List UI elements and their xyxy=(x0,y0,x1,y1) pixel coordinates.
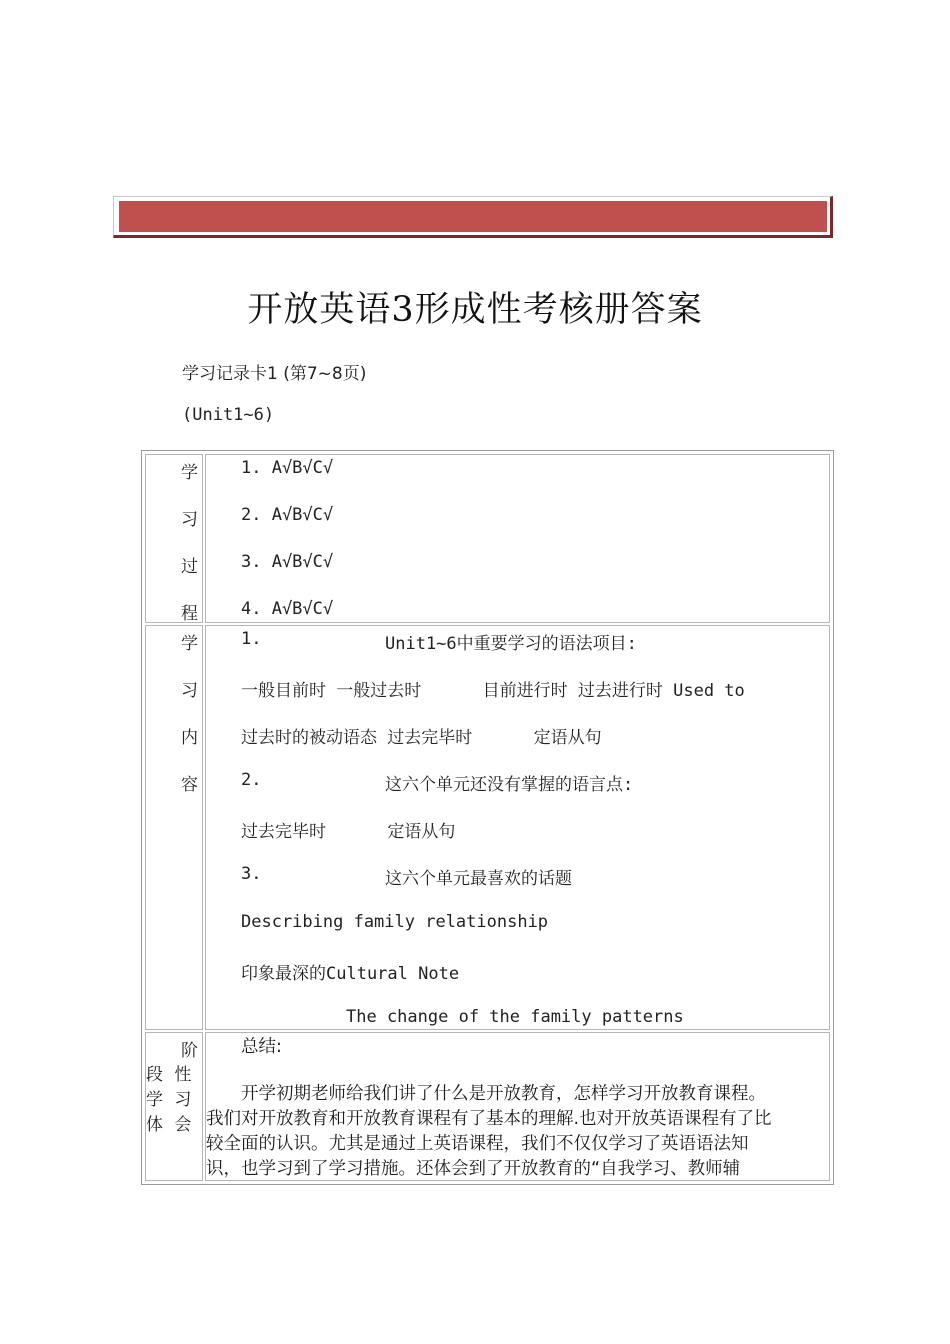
row3-label-line: 体 会 xyxy=(146,1115,192,1135)
row1-label-char: 程 xyxy=(181,604,198,624)
row2-label-char: 习 xyxy=(181,681,198,701)
item3-number: 3. xyxy=(241,864,262,884)
cultural-note-title: The change of the family patterns xyxy=(346,1007,684,1027)
item1-text: Unit1~6中重要学习的语法项目: xyxy=(385,634,637,654)
summary-line: 较全面的认识。尤其是通过上英语课程，我们不仅仅学习了英语语法知 xyxy=(206,1134,749,1154)
answer-line: 3. A√B√C√ xyxy=(241,552,334,572)
row2-label-char: 内 xyxy=(181,728,198,748)
unit-range: (Unit1~6) xyxy=(182,405,275,425)
row1-label-char: 过 xyxy=(181,557,198,577)
row1-label-char: 学 xyxy=(181,463,198,483)
answer-line: 2. A√B√C√ xyxy=(241,505,334,525)
row1-label-char: 习 xyxy=(181,510,198,530)
summary-line: 识，也学习到了学习措施。还体会到了开放教育的“自我学习、教师辅 xyxy=(206,1159,741,1179)
summary-line: 开学初期老师给我们讲了什么是开放教育，怎样学习开放教育课程。 xyxy=(241,1084,766,1104)
header-banner xyxy=(119,201,827,232)
row3-label-line: 学 习 xyxy=(146,1090,192,1110)
document-title: 开放英语3形成性考核册答案 xyxy=(247,290,703,330)
weak-points: 过去完毕时 定语从句 xyxy=(241,822,456,842)
card-heading: 学习记录卡1 (第7~8页) xyxy=(182,364,367,384)
grammar-line-1: 一般目前时 一般过去时 目前进行时 过去进行时 Used to xyxy=(241,681,745,701)
answer-line: 1. A√B√C√ xyxy=(241,458,334,478)
cultural-note-label: 印象最深的Cultural Note xyxy=(241,964,460,984)
answer-line: 4. A√B√C√ xyxy=(241,599,334,619)
item2-number: 2. xyxy=(241,770,262,790)
row1-content-cell xyxy=(205,454,830,623)
row3-label-line: 阶 xyxy=(181,1041,198,1061)
item2-text: 这六个单元还没有掌握的语言点: xyxy=(385,775,634,795)
item1-number: 1. xyxy=(241,629,262,649)
row2-label-char: 容 xyxy=(181,775,198,795)
row2-label-char: 学 xyxy=(181,634,198,654)
row3-label-line: 段 性 xyxy=(146,1065,192,1085)
favorite-topic: Describing family relationship xyxy=(241,912,549,932)
grammar-line-2: 过去时的被动语态 过去完毕时 定语从句 xyxy=(241,728,602,748)
summary-label: 总结: xyxy=(241,1037,282,1057)
summary-line: 我们对开放教育和开放教育课程有了基本的理解.也对开放英语课程有了比 xyxy=(206,1109,772,1129)
item3-text: 这六个单元最喜欢的话题 xyxy=(385,869,572,889)
